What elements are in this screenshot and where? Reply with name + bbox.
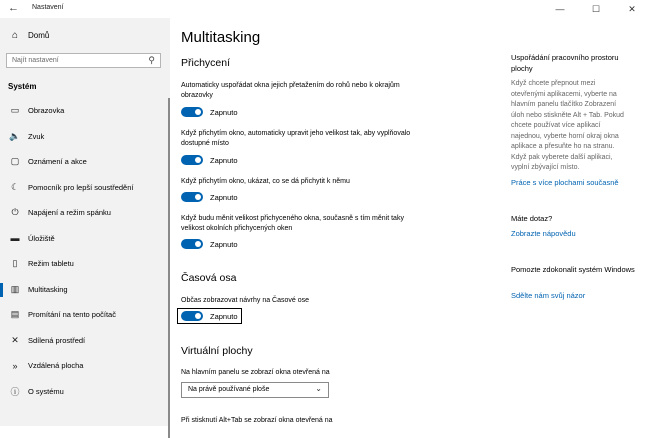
info-icon: ⓘ [10,386,20,397]
sidebar-item[interactable] [0,124,168,150]
nav-home[interactable] [8,30,49,41]
search-placeholder: Najít nastavení [12,57,59,64]
search-icon: ⚲ [148,55,155,65]
sidebar-item-label: Promítání na tento počítač [28,310,116,320]
tablet-icon: ▯ [12,258,18,269]
snap-setting-3-desc: Když přichytím okno, ukázat, co se dá přichytit k němu [181,178,350,185]
maximize-button[interactable]: ☐ [591,3,601,14]
toggle-switch[interactable] [181,107,203,117]
power-icon: ⏻ [11,207,19,218]
toggle-switch[interactable] [181,239,203,249]
sidebar-nav-list [0,98,168,404]
sidebar-item[interactable] [0,302,168,328]
timeline-desc: Občas zobrazovat návrhy na Časové ose [181,297,310,304]
multiple-desktops-link[interactable]: Práce s více plochami současně [511,178,619,187]
taskbar-windows-dropdown[interactable] [181,382,329,398]
toggle-switch[interactable] [181,155,203,165]
snap-toggle-2[interactable] [181,155,238,165]
toggle-state-label: Zapnuto [210,311,238,321]
sidebar-section-label: Systém [8,82,37,91]
search-input[interactable] [6,53,161,68]
sidebar-item[interactable] [0,251,168,277]
virtual-desktops-heading: Virtuální plochy [181,345,253,357]
toggle-switch[interactable] [181,311,203,321]
minimize-button[interactable]: — [555,4,565,14]
sidebar-item-label: Oznámení a akce [28,157,87,167]
sidebar-item-label: Sdílená prostředí [28,335,86,345]
question-heading: Máte dotaz? [511,214,553,223]
toggle-state-label: Zapnuto [210,239,238,249]
sidebar-item-label: Vzdálená plocha [28,361,84,371]
workspace-heading: Uspořádání pracovního prostoru plochy [511,53,619,73]
multitasking-icon: ▥ [10,283,20,294]
get-help-link[interactable]: Zobrazte nápovědu [511,229,576,238]
timeline-heading: Časová osa [181,272,237,284]
sidebar-item-label: Obrazovka [28,106,65,116]
snap-heading: Přichycení [181,57,231,69]
close-button[interactable]: ✕ [628,3,636,14]
alttab-windows-label: Při stisknutí Alt+Tab se zobrazí okna otevřená na [181,417,333,424]
sidebar-item-label: Úložiště [28,233,55,243]
sidebar-item[interactable] [0,328,168,354]
feedback-link[interactable]: Sdělte nám svůj názor [511,291,586,300]
snap-toggle-1[interactable] [181,107,238,117]
toggle-state-label: Zapnuto [210,107,238,117]
toggle-state-label: Zapnuto [210,192,238,202]
back-arrow-icon[interactable]: ← [8,2,19,14]
sidebar-item[interactable] [0,149,168,175]
sidebar-item[interactable] [0,175,168,201]
shared-icon: ✕ [11,334,19,345]
chevron-down-icon: ⌄ [315,384,322,393]
sidebar-item-label: Zvuk [28,131,45,141]
feedback-heading: Pomozte zdokonalit systém Windows [511,265,635,274]
nav-home-label: Domů [28,31,50,40]
notification-icon: ▢ [10,156,20,167]
sidebar [0,18,170,426]
toggle-state-label: Zapnuto [210,155,238,165]
sidebar-item-label: Pomocník pro lepší soustředění [28,182,134,192]
display-icon: ▭ [10,105,20,116]
sidebar-item[interactable] [0,226,168,252]
title-bar [0,0,650,18]
dropdown-value: Na právě používané ploše [188,386,270,393]
remote-desktop-icon: » [12,360,18,371]
snap-toggle-4[interactable] [181,239,238,249]
sidebar-item-label: Multitasking [28,284,68,294]
speaker-icon: 🔈 [9,130,21,141]
home-icon: ⌂ [11,30,19,41]
snap-setting-4-desc: Když budu měnit velikost přichyceného okna, současně s tím měnit taky velikost okolních přichycených oken [181,215,404,232]
taskbar-windows-label: Na hlavním panelu se zobrazí okna otevřená na [181,369,330,376]
sidebar-item[interactable] [0,200,168,226]
sidebar-item-label: Napájení a režim spánku [28,208,111,218]
snap-setting-2-desc: Když přichytím okno, automaticky upravit jeho velikost tak, aby vyplňovalo dostupné místo [181,130,411,147]
sidebar-item[interactable] [0,353,168,379]
sidebar-scrollbar[interactable] [168,98,170,438]
sidebar-item-label: O systému [28,386,64,396]
sidebar-item[interactable] [0,98,168,124]
moon-icon: ☾ [10,181,20,192]
toggle-switch[interactable] [181,192,203,202]
storage-icon: ▬ [10,233,20,244]
snap-toggle-3[interactable] [181,192,238,202]
page-title: Multitasking [181,29,261,46]
window-title: Nastavení [32,4,64,11]
snap-setting-1-desc: Automaticky uspořádat okna jejich přetažením do rohů nebo k okrajům obrazovky [181,82,400,99]
sidebar-item-label: Režim tabletu [28,259,74,269]
timeline-toggle[interactable] [177,308,242,324]
window-controls [542,0,650,18]
workspace-text: Když chcete přepnout mezi otevřenými aplikacemi, vyberte na hlavním panelu tlačítko Zobrazení úloh nebo stiskněte Alt + Tab. Pokud chcete používat více aplikací najednou, vyberte horní okraj okna aplikace a přesuňte ho na stranu. Když pak vyberete další aplikaci, vyplní zbývající místo. [511,80,624,171]
sidebar-item[interactable] [0,277,168,303]
sidebar-item[interactable] [0,379,168,405]
projecting-icon: ▤ [10,309,20,320]
